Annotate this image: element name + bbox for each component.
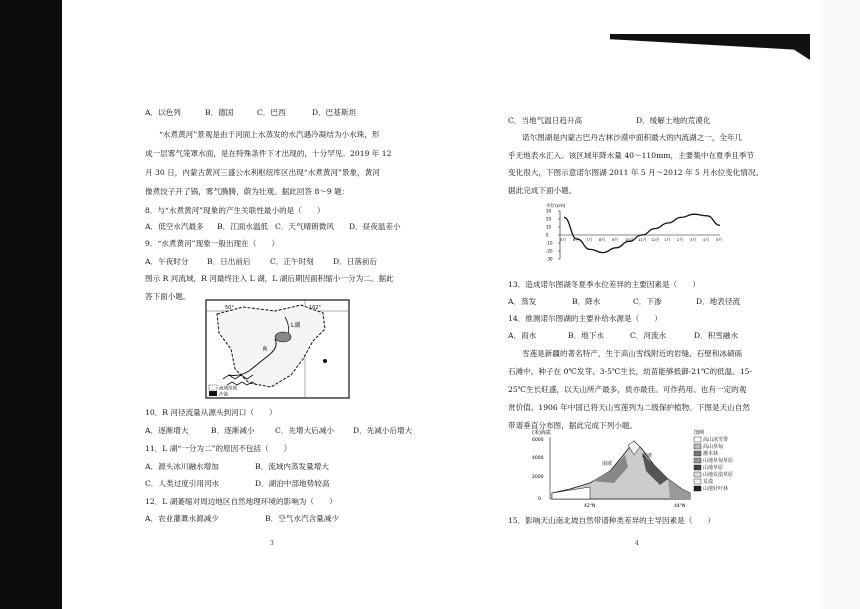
map-legend-basin: 流域范围 (219, 386, 237, 392)
map-river-label: R (263, 346, 268, 353)
y-tick-label: -20 (546, 248, 553, 254)
option-b[interactable]: B．流域内蒸发量增大 (255, 462, 329, 471)
option-b[interactable]: B．逐渐减小 (211, 426, 255, 435)
option-b[interactable]: B．江面水温低 (217, 222, 269, 231)
option-c[interactable]: C．巴西 (257, 108, 286, 117)
legend-item: 山地荒漠草原 (703, 472, 734, 478)
option-c[interactable]: C．天气晴朗微风 (275, 222, 334, 231)
y-tick-label: 0 (546, 232, 549, 238)
option-d[interactable]: D．积雪融水 (694, 331, 739, 340)
passage-line: 赏价值。1906 年中国已将天山雪莲列为二级保护植物。下图是天山自然 (508, 403, 750, 412)
option-c[interactable]: C．先增大后减小 (275, 426, 334, 435)
option-a[interactable]: A．低空水汽最多 (145, 222, 204, 231)
passage-line: 雪莲是新疆的著名特产，生于高山雪线附近的岩缝、石壁和冰碛砾 (522, 349, 743, 358)
scan-left-margin (0, 0, 62, 609)
legend-item: 山地草甸草原 (703, 458, 734, 464)
south-slope-label: 南坡 (602, 461, 613, 467)
question-12: 12．L 湖萎缩对周边地区自然地理环境的影响为（ ） (145, 497, 337, 506)
legend-title: 图例 (694, 430, 705, 436)
y-tick-label: 30 (546, 208, 552, 214)
x-tick-label: 11月 (638, 237, 647, 242)
passage-line: 像煮饺子开了锅，雾气腾腾，蔚为壮观。据此回答 8～9 题： (145, 187, 350, 196)
question-13: 13．造成诺尔图湖冬夏季水位差异的主要因素是（ ） (508, 280, 700, 289)
map-lat-label: 50° (225, 305, 234, 311)
x-tick-label: 5月 (716, 237, 723, 242)
x-tick-label: 10月 (625, 237, 634, 242)
option-b[interactable]: B．空气水汽含量减少 (265, 514, 339, 523)
passage-line: 石滩中。种子在 0℃发芽、3-5℃生长，幼苗能够抵御-21℃的低温、15- (508, 367, 753, 376)
option-c[interactable]: C．下渗 (633, 297, 662, 306)
scan-dark-band (610, 34, 810, 60)
option-a[interactable]: A．源头冰川融水增加 (145, 462, 219, 471)
zonation-legend (694, 436, 733, 492)
x-tick-label: 9月 (612, 237, 619, 242)
option-a[interactable]: A．以色列 (145, 108, 181, 117)
water-level-chart (538, 199, 728, 267)
zonation-ytick: 6000 (532, 438, 544, 443)
x-tick-label: 7月 (586, 237, 593, 242)
passage-line: 乎无地表水汇入。该区域年降水量 40～110mm，主要集中在夏季且季节 (508, 151, 755, 160)
option-d[interactable]: D．日落前后 (333, 257, 378, 266)
right-page (508, 105, 780, 595)
option-b[interactable]: B．地下水 (568, 331, 604, 340)
page-number-right: 4 (635, 540, 639, 547)
option-c[interactable]: C．人类过度引用河水 (145, 479, 220, 488)
map-lake-label: L湖 (291, 322, 301, 329)
option-a[interactable]: A．逐渐增大 (145, 426, 189, 435)
chart-ylabel: 水位(cm) (546, 204, 566, 209)
legend-item: 荒漠 (703, 479, 714, 485)
x-tick-label: 3月 (690, 237, 697, 242)
question-9: 9．“水煮黄河”现象一般出现在（ ） (145, 239, 280, 248)
tianshan-zonation-diagram (530, 427, 740, 511)
legend-item: 山地针叶林 (703, 486, 729, 492)
x-tick-label: 4月 (703, 237, 710, 242)
y-tick-label: -30 (546, 256, 553, 262)
north-slope-label: 北坡 (642, 453, 653, 459)
x-tick-label: 8月 (599, 237, 606, 242)
xtick-44n: 44°N (674, 504, 686, 509)
passage-line: 成一层雾气笼罩水面，是在特殊条件下才出现的，十分罕见。2019 年 12 (145, 149, 392, 158)
question-8: 8．与“水煮黄河”现象的产生关联性最小的是（ ） (145, 206, 325, 215)
x-tick-label: 2月 (677, 237, 684, 242)
y-tick-label: 10 (546, 224, 552, 230)
xtick-42n: 42°N (584, 504, 596, 509)
zonation-ylabel: (米)海拔 (532, 430, 551, 436)
passage-line: “水煮黄河”景观是由于河面上水蒸发的水汽遇冷凝结为小水珠，形 (159, 130, 380, 139)
y-tick-label: 20 (546, 216, 552, 222)
option-a[interactable]: A．农业灌溉水源减少 (145, 514, 219, 523)
option-c[interactable]: C．当地气温日趋升高 (508, 116, 583, 125)
option-d[interactable]: D．湖泊中部地势较高 (255, 479, 330, 488)
option-b[interactable]: B．德国 (205, 108, 234, 117)
passage-line: 据此完成下面小题。 (508, 186, 577, 195)
option-c[interactable]: C．河流水 (630, 331, 667, 340)
passage-line: 诺尔图湖是内蒙古巴丹吉林沙漠中面积最大的内流湖之一，全年几 (522, 133, 743, 142)
x-tick-label: 6月 (573, 237, 580, 242)
legend-item: 高山草甸 (703, 444, 724, 450)
option-a[interactable]: A．午夜时分 (145, 257, 189, 266)
passage-line: 图示 R 河流域，R 河最终注入 L 湖，L 湖后期因面积缩小一分为二。据此 (145, 274, 394, 283)
option-d[interactable]: D．昼夜温差小 (349, 222, 401, 231)
x-tick-label: 12月 (651, 237, 660, 242)
option-c[interactable]: C．正午时刻 (270, 257, 314, 266)
option-d[interactable]: D．先减小后增大 (353, 426, 413, 435)
zonation-ytick: 2000 (532, 475, 544, 480)
map-legend-desert: 沙漠 (219, 392, 228, 398)
passage-line: 答下面小题。 (145, 292, 191, 301)
passage-line: 25℃生长旺盛，以天山所产最多，质亦最佳。可作药用、也有一定的观 (508, 385, 747, 394)
question-14: 14．推测诺尔图湖的主要补给水源是（ ） (508, 314, 662, 323)
passage-line: 变化很大，下图示意诺尔图湖 2011 年 5 月～2012 年 5 月水位变化情况。 (508, 168, 764, 177)
question-10: 10．R 河径流量从源头到河口（ ） (145, 408, 277, 417)
passage-line: 月 30 日，内蒙古黄河三盛公水利枢纽库区出现“水煮黄河”景象，黄河 (145, 168, 380, 177)
legend-item: 高山冰雪带 (703, 437, 729, 443)
legend-item: 山地草原 (703, 465, 724, 471)
option-a[interactable]: A．蒸发 (508, 297, 537, 306)
option-b[interactable]: B．降水 (572, 297, 601, 306)
passage-line: 带谱垂直分布图，据此完成下列小题。 (508, 421, 638, 430)
option-d[interactable]: D．缓解土地的荒漠化 (636, 116, 711, 125)
map-lon-label: 102° (309, 305, 322, 311)
r-river-map (205, 299, 350, 399)
option-d[interactable]: D．巴基斯坦 (312, 108, 357, 117)
zonation-ytick: 0 (538, 497, 541, 502)
zonation-ytick: 4000 (532, 456, 544, 461)
question-15: 15．影响天山南北坡自然带谱种类差异的主导因素是（ ） (508, 516, 716, 525)
question-11: 11．L 湖“一分为二”的原因不包括（ ） (145, 444, 292, 453)
left-page (145, 105, 420, 595)
option-a[interactable]: A．雨水 (508, 331, 537, 340)
scan-right-margin (820, 0, 860, 609)
water-level-line (564, 214, 723, 252)
x-tick-label: 5月 (560, 237, 567, 242)
page-number-left: 3 (270, 540, 274, 547)
legend-item: 灌木林 (703, 451, 719, 457)
option-d[interactable]: D．地表径流 (696, 297, 741, 306)
x-tick-label: 1月 (664, 237, 671, 242)
option-b[interactable]: B．日出前后 (207, 257, 251, 266)
y-tick-label: -10 (546, 240, 553, 246)
